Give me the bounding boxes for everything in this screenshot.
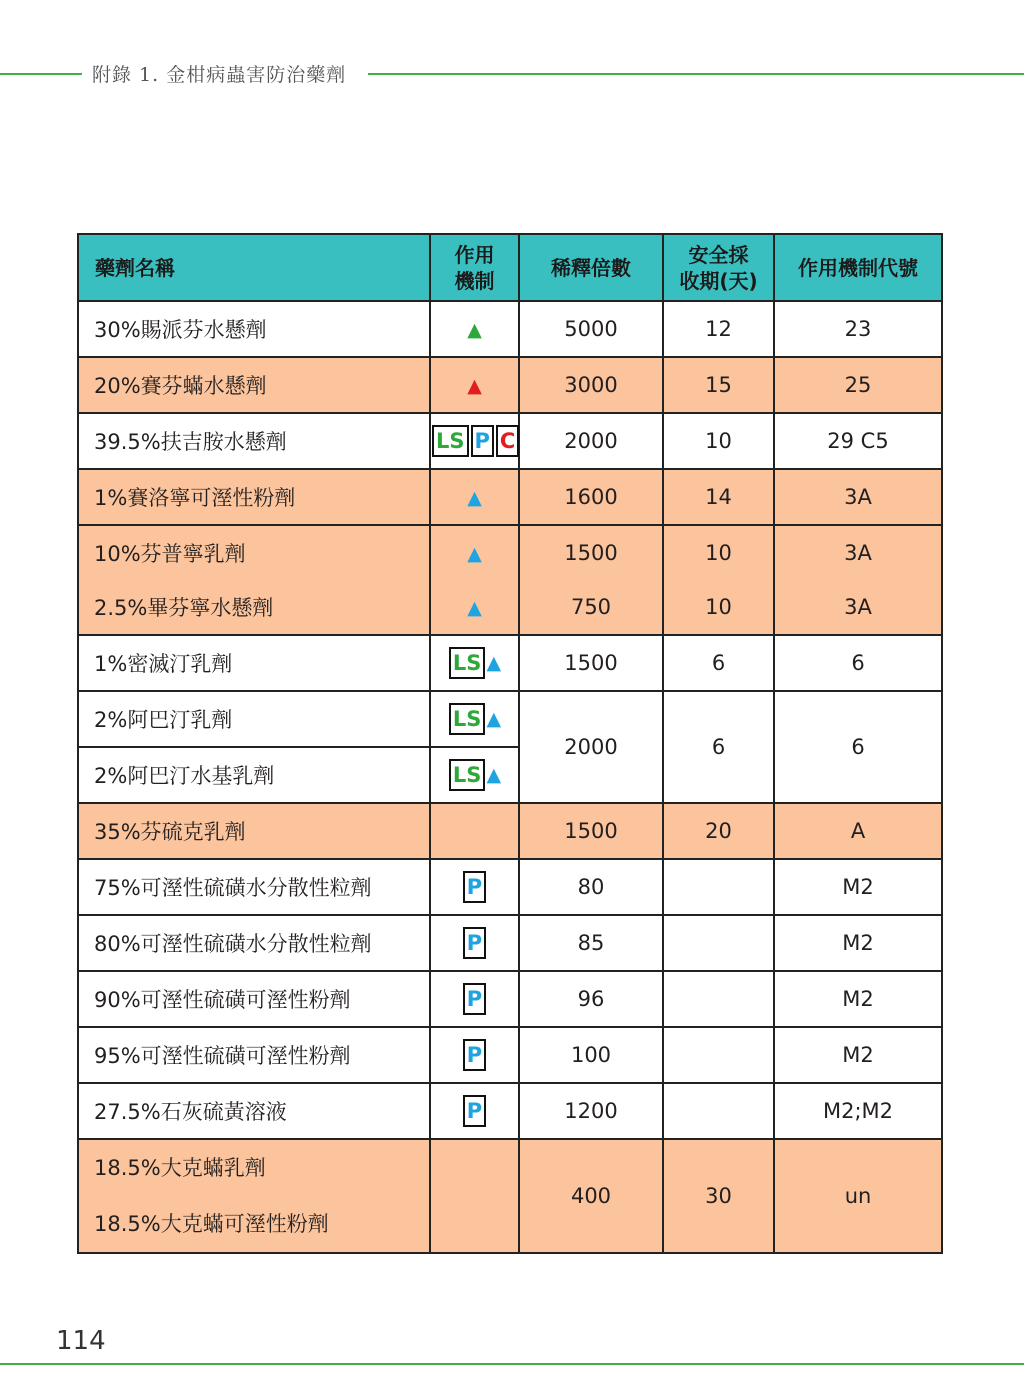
- code-cell: 29 C5: [774, 413, 942, 469]
- table-row: [78, 1139, 942, 1253]
- mechanism-cell: [430, 747, 519, 803]
- table-row: [78, 691, 942, 747]
- dilution-cell: 1500: [519, 803, 663, 859]
- dilution-cell: 5000: [519, 301, 663, 357]
- ls-badge-icon: LS: [449, 703, 486, 735]
- dilution-cell: 1200: [519, 1083, 663, 1139]
- dilution-cell: 80: [519, 859, 663, 915]
- code-cell: un: [774, 1139, 942, 1253]
- pesticide-name: 30%賜派芬水懸劑: [78, 301, 430, 357]
- code-cell: M2;M2: [774, 1083, 942, 1139]
- table-row: [78, 859, 942, 915]
- col-header-safe-line1: 安全採: [688, 242, 749, 267]
- dilution-cell: 96: [519, 971, 663, 1027]
- code-cell: M2: [774, 1027, 942, 1083]
- table-row: [78, 469, 942, 525]
- mechanism-cell: [430, 580, 519, 635]
- code-cell: M2: [774, 915, 942, 971]
- safe-days-cell: 10: [663, 413, 774, 469]
- code-cell: 6: [774, 691, 942, 803]
- pesticide-name: 2%阿巴汀水基乳劑: [78, 747, 430, 803]
- safe-days-cell: 6: [663, 691, 774, 803]
- table-row: [78, 971, 942, 1027]
- pesticide-name: 2.5%畢芬寧水懸劑: [78, 580, 430, 635]
- pesticide-name: 27.5%石灰硫黃溶液: [78, 1083, 430, 1139]
- page-number: 114: [56, 1326, 106, 1356]
- code-cell: 3A: [774, 580, 942, 635]
- pesticide-table: [77, 233, 943, 1254]
- mechanism-cell: [430, 357, 519, 413]
- pesticide-name: 20%賽芬蟎水懸劑: [78, 357, 430, 413]
- mechanism-cell: [430, 413, 519, 469]
- p-badge-icon: P: [471, 425, 494, 457]
- table-row: [78, 1027, 942, 1083]
- safe-days-cell: 20: [663, 803, 774, 859]
- code-cell: M2: [774, 971, 942, 1027]
- triangle-icon: ▲: [467, 375, 482, 397]
- table-row: [78, 580, 942, 635]
- p-badge-icon: P: [463, 983, 486, 1015]
- p-badge-icon: P: [463, 1039, 486, 1071]
- triangle-icon: ▲: [486, 764, 502, 786]
- pesticide-name: 2%阿巴汀乳劑: [78, 691, 430, 747]
- mechanism-cell: [430, 1139, 519, 1253]
- dilution-cell: 1500: [519, 525, 663, 580]
- pesticide-name: 18.5%大克蟎乳劑: [94, 1156, 266, 1180]
- footer-rule: [0, 1363, 1024, 1365]
- code-cell: 23: [774, 301, 942, 357]
- table-header-row: [78, 234, 942, 301]
- safe-days-cell: [663, 1083, 774, 1139]
- safe-days-cell: 10: [663, 525, 774, 580]
- pesticide-name-group: [78, 1139, 430, 1253]
- pesticide-name: 75%可溼性硫磺水分散性粒劑: [78, 859, 430, 915]
- pesticide-name: 80%可溼性硫磺水分散性粒劑: [78, 915, 430, 971]
- p-badge-icon: P: [463, 927, 486, 959]
- table-row: [78, 635, 942, 691]
- ls-badge-icon: LS: [449, 759, 486, 791]
- pesticide-name: 95%可溼性硫磺可溼性粉劑: [78, 1027, 430, 1083]
- col-header-mechanism-line2: 機制: [454, 268, 495, 293]
- triangle-icon: ▲: [467, 319, 482, 341]
- safe-days-cell: 6: [663, 635, 774, 691]
- p-badge-icon: P: [463, 871, 486, 903]
- safe-days-cell: 10: [663, 580, 774, 635]
- mechanism-cell: [430, 1027, 519, 1083]
- mechanism-cell: [430, 915, 519, 971]
- pesticide-name: 18.5%大克蟎可溼性粉劑: [94, 1212, 329, 1236]
- dilution-cell: 1600: [519, 469, 663, 525]
- mechanism-cell: [430, 859, 519, 915]
- table-row: [78, 525, 942, 580]
- triangle-icon: ▲: [486, 652, 502, 674]
- dilution-cell: 85: [519, 915, 663, 971]
- mechanism-cell: [430, 469, 519, 525]
- dilution-cell: 1500: [519, 635, 663, 691]
- safe-days-cell: 15: [663, 357, 774, 413]
- pesticide-name: 90%可溼性硫磺可溼性粉劑: [78, 971, 430, 1027]
- col-header-mechanism-line1: 作用: [454, 242, 495, 267]
- code-cell: A: [774, 803, 942, 859]
- dilution-cell: 2000: [519, 691, 663, 803]
- table-row: [78, 803, 942, 859]
- dilution-cell: 100: [519, 1027, 663, 1083]
- code-cell: M2: [774, 859, 942, 915]
- table-row: [78, 301, 942, 357]
- table-row: [78, 1083, 942, 1139]
- mechanism-cell: [430, 525, 519, 580]
- safe-days-cell: 14: [663, 469, 774, 525]
- pesticide-name: 1%賽洛寧可溼性粉劑: [78, 469, 430, 525]
- safe-days-cell: 30: [663, 1139, 774, 1253]
- col-header-code: 作用機制代號: [774, 234, 942, 301]
- mechanism-cell: [430, 971, 519, 1027]
- c-badge-icon: C: [496, 425, 519, 457]
- mechanism-cell: [430, 1083, 519, 1139]
- ls-badge-icon: LS: [432, 425, 469, 457]
- dilution-cell: 2000: [519, 413, 663, 469]
- code-cell: 6: [774, 635, 942, 691]
- code-cell: 25: [774, 357, 942, 413]
- table-row: [78, 915, 942, 971]
- pesticide-name: 39.5%扶吉胺水懸劑: [78, 413, 430, 469]
- table-row: [78, 357, 942, 413]
- safe-days-cell: [663, 859, 774, 915]
- code-cell: 3A: [774, 469, 942, 525]
- col-header-mechanism: [430, 234, 519, 301]
- mechanism-cell: [430, 635, 519, 691]
- col-header-safe-line2: 收期(天): [679, 268, 758, 293]
- mechanism-cell: [430, 301, 519, 357]
- triangle-icon: ▲: [486, 708, 502, 730]
- safe-days-cell: 12: [663, 301, 774, 357]
- triangle-icon: ▲: [467, 597, 482, 619]
- safe-days-cell: [663, 971, 774, 1027]
- header-rule-left: [0, 73, 82, 75]
- pesticide-name: 10%芬普寧乳劑: [78, 525, 430, 580]
- dilution-cell: 3000: [519, 357, 663, 413]
- col-header-name: 藥劑名稱: [78, 234, 430, 301]
- col-header-safe-days: [663, 234, 774, 301]
- pesticide-name: 35%芬硫克乳劑: [78, 803, 430, 859]
- p-badge-icon: P: [463, 1095, 486, 1127]
- dilution-cell: 400: [519, 1139, 663, 1253]
- safe-days-cell: [663, 1027, 774, 1083]
- col-header-dilution: 稀釋倍數: [519, 234, 663, 301]
- safe-days-cell: [663, 915, 774, 971]
- table-row: [78, 413, 942, 469]
- triangle-icon: ▲: [467, 487, 482, 509]
- pesticide-name: 1%密滅汀乳劑: [78, 635, 430, 691]
- dilution-cell: 750: [519, 580, 663, 635]
- mechanism-cell: [430, 691, 519, 747]
- triangle-icon: ▲: [467, 543, 482, 565]
- code-cell: 3A: [774, 525, 942, 580]
- mechanism-cell: [430, 803, 519, 859]
- ls-badge-icon: LS: [449, 647, 486, 679]
- header-rule-right: [368, 73, 1024, 75]
- page-header-title: 附錄 1. 金柑病蟲害防治藥劑: [92, 64, 347, 86]
